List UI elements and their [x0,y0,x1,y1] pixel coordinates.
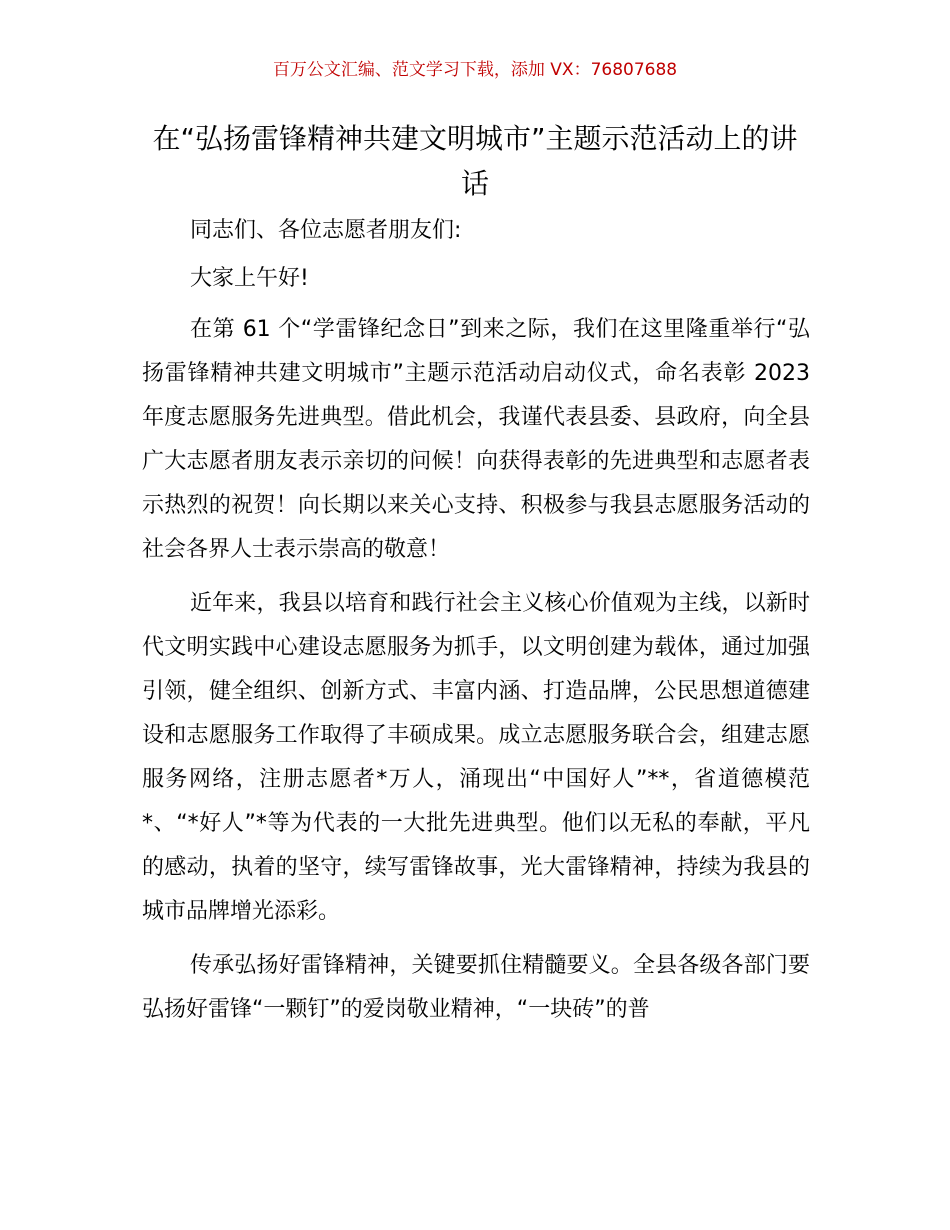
paragraph: 近年来，我县以培育和践行社会主义核心价值观为主线，以新时代文明实践中心建设志愿服务为抓手，以文明创建为载体，通过加强引领，健全组织、创新方式、丰富内涵、打造品牌，公民思想道德建设和志愿服务工作取得了丰硕成果。成立志愿服务联合会，组建志愿服务网络，注册志愿者*万人，涌现出“中国好人”**，省道德模范*、“*好人”*等为代表的一大批先进典型。他们以无私的奉献，平凡的感动，执着的坚守，续写雷锋故事，光大雷锋精神，持续为我县的城市品牌增光添彩。 [142,591,810,924]
paragraph: 在第 61 个“学雷锋纪念日”到来之际，我们在这里隆重举行“弘扬雷锋精神共建文明城市”主题示范活动启动仪式，命名表彰 2023 年度志愿服务先进典型。借此机会，我谨代表县委、县政府，向全县广大志愿者朋友表示亲切的问候！向获得表彰的先进典型和志愿者表示热烈的祝贺！向长期以来关心支持、积极参与我县志愿服务活动的社会各界人士表示崇高的敬意！ [142,317,810,562]
speech-body [142,212,810,1042]
paragraph: 传承弘扬好雷锋精神，关键要抓住精髓要义。全县各级各部门要弘扬好雷锋“一颗钉”的爱岗敬业精神，“一块砖”的普 [142,953,810,1022]
salutation: 同志们、各位志愿者朋友们: [190,218,462,243]
greeting: 大家上午好! [190,266,309,291]
page-title: 在“弘扬雷锋精神共建文明城市”主题示范活动上的讲话 [152,122,798,200]
header-watermark-note: 百万公文汇编、范文学习下载，添加 VX：76807688 [272,60,678,80]
